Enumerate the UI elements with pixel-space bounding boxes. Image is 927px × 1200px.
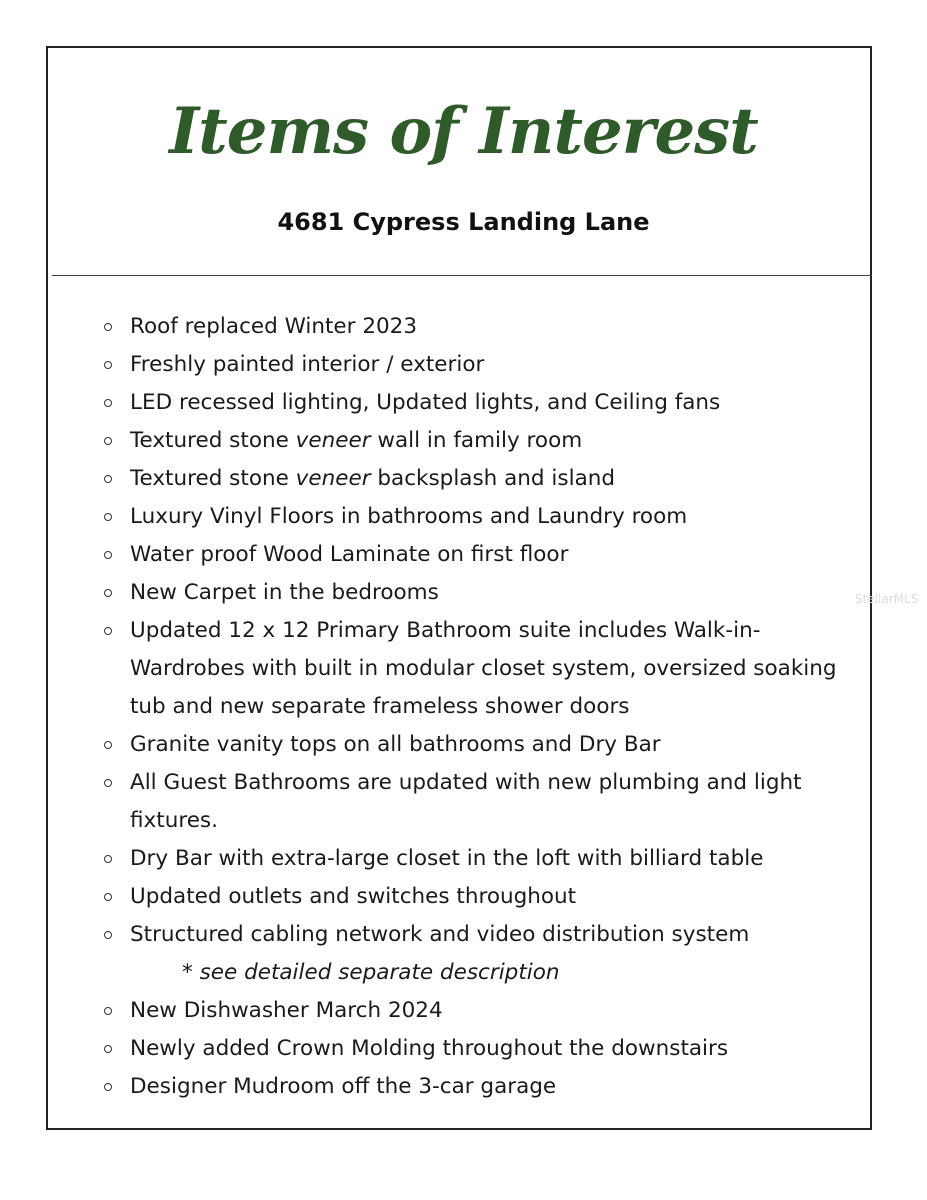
hollow-circle-bullet-icon [104, 855, 112, 863]
list-item: Luxury Vinyl Floors in bathrooms and Laundry room [100, 498, 872, 536]
hollow-circle-bullet-icon [104, 361, 112, 369]
property-address: 4681 Cypress Landing Lane [277, 208, 650, 236]
list-item: Designer Mudroom off the 3-car garage [100, 1068, 872, 1106]
list-item: Roof replaced Winter 2023 [100, 308, 872, 346]
list-item: Newly added Crown Molding throughout the downstairs [100, 1030, 872, 1068]
list-item: New Dishwasher March 2024 [100, 992, 872, 1030]
list-item: Updated outlets and switches throughout [100, 878, 872, 916]
list-item: Textured stone veneer backsplash and island [100, 460, 872, 498]
list-item: Updated 12 x 12 Primary Bathroom suite includes Walk-in- Wardrobes with built in modular closet system, oversized soaking tub and new separate frameless shower doors [100, 612, 872, 726]
list-item: Water proof Wood Laminate on first floor [100, 536, 872, 574]
hollow-circle-bullet-icon [104, 551, 112, 559]
hollow-circle-bullet-icon [104, 437, 112, 445]
list-item: Structured cabling network and video distribution system * see detailed separate description [100, 916, 872, 992]
list-item: Freshly painted interior / exterior [100, 346, 872, 384]
hollow-circle-bullet-icon [104, 741, 112, 749]
hollow-circle-bullet-icon [104, 627, 112, 635]
hollow-circle-bullet-icon [104, 475, 112, 483]
list-item: Dry Bar with extra-large closet in the loft with billiard table [100, 840, 872, 878]
hollow-circle-bullet-icon [104, 1007, 112, 1015]
hollow-circle-bullet-icon [104, 513, 112, 521]
item-note: * see detailed separate description [182, 960, 560, 985]
header-divider [52, 275, 872, 276]
list-item: LED recessed lighting, Updated lights, and Ceiling fans [100, 384, 872, 422]
list-item: Granite vanity tops on all bathrooms and Dry Bar [100, 726, 872, 764]
list-item: New Carpet in the bedrooms [100, 574, 872, 612]
hollow-circle-bullet-icon [104, 399, 112, 407]
list-item: All Guest Bathrooms are updated with new plumbing and light fixtures. [100, 764, 872, 840]
hollow-circle-bullet-icon [104, 893, 112, 901]
watermark: StellarMLS [855, 592, 919, 606]
hollow-circle-bullet-icon [104, 323, 112, 331]
hollow-circle-bullet-icon [104, 589, 112, 597]
hollow-circle-bullet-icon [104, 1083, 112, 1091]
hollow-circle-bullet-icon [104, 1045, 112, 1053]
hollow-circle-bullet-icon [104, 779, 112, 787]
page-title: Items of Interest [169, 94, 758, 169]
hollow-circle-bullet-icon [104, 931, 112, 939]
items-list [100, 308, 872, 1106]
list-item: Textured stone veneer wall in family room [100, 422, 872, 460]
